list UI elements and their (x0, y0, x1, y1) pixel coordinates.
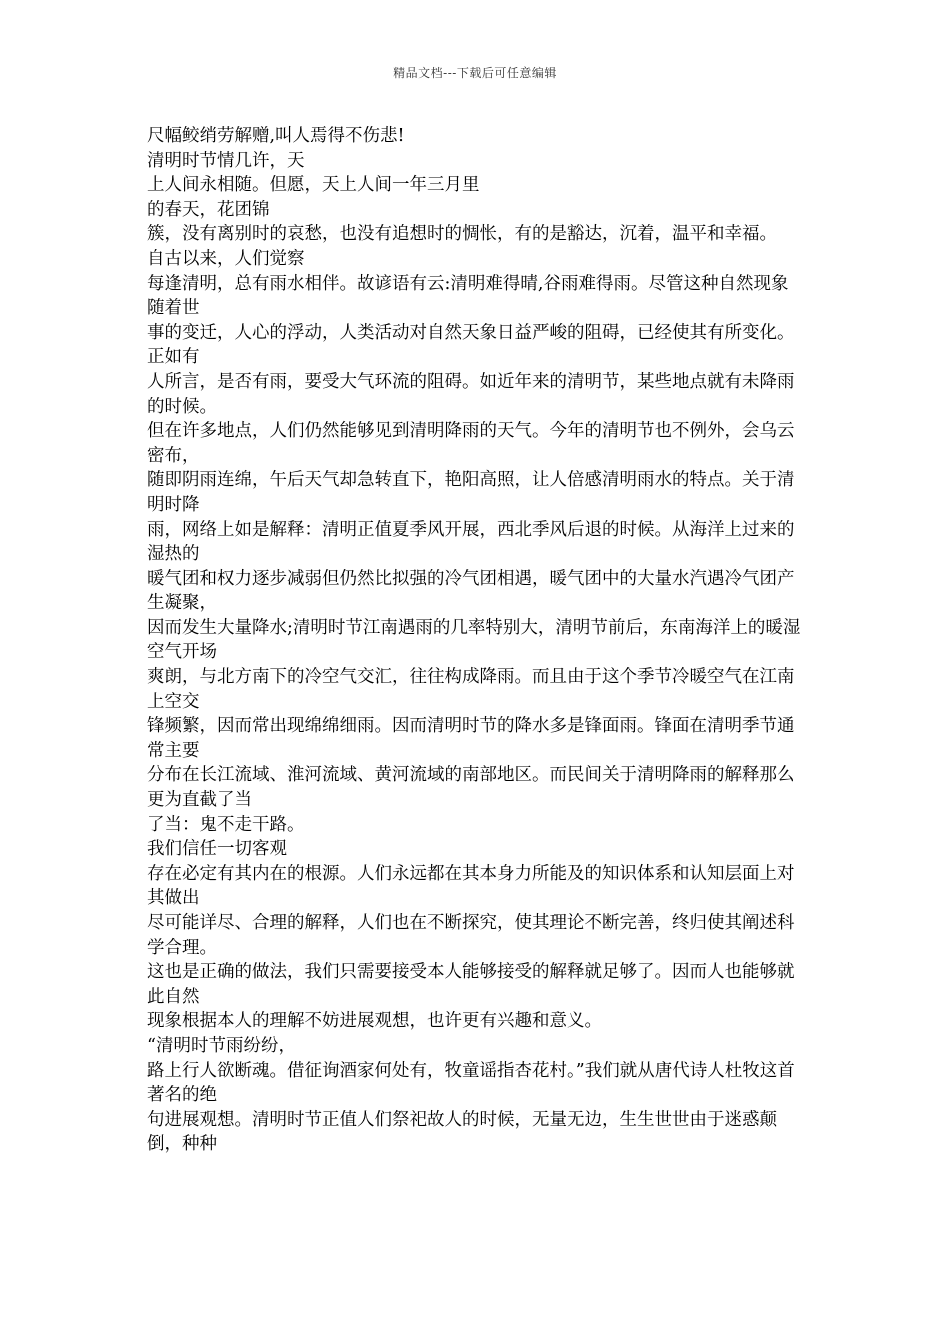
text-line: 但在许多地点，人们仍然能够见到清明降雨的天气。今年的清明节也不例外，会乌云密布， (147, 421, 795, 466)
text-line: “清明时节雨纷纷， (147, 1035, 296, 1056)
text-line: 爽朗，与北方南下的冷空气交汇，往往构成降雨。而且由于这个季节冷暖空气在江南上空交 (147, 667, 795, 712)
text-line: 因而发生大量降水;清明时节江南遇雨的几率特别大，清明节前后，东南海洋上的暖湿空气开场 (147, 617, 801, 663)
text-line: 分布在长江流域、淮河流域、黄河流域的南部地区。而民间关于清明降雨的解释那么更为直截了当 (147, 765, 795, 811)
text-line: 的春天，花团锦 (147, 199, 270, 220)
text-line: 路上行人欲断魂。借征询酒家何处有，牧童谣指杏花村。”我们就从唐代诗人杜牧这首著名的绝 (147, 1060, 795, 1106)
text-line: 现象根据本人的理解不妨进展观想，也许更有兴趣和意义。 (147, 1011, 602, 1032)
text-line: 事的变迁，人心的浮动，人类活动对自然天象日益严峻的阻碍，已经使其有所变化。正如有 (147, 322, 795, 368)
text-line: 存在必定有其内在的根源。人们永远都在其本身力所能及的知识体系和认知层面上对其做出 (147, 863, 795, 909)
text-line: 随即阴雨连绵，午后天气却急转直下，艳阳高照，让人倍感清明雨水的特点。关于清明时降 (147, 470, 795, 515)
text-line: 锋频繁，因而常出现绵绵细雨。因而清明时节的降水多是锋面雨。锋面在清明季节通常主要 (147, 716, 795, 761)
text-line: 自古以来，人们觉察 (147, 248, 305, 269)
text-line: 清明时节情几许，天 (147, 150, 305, 171)
text-line: 每逢清明，总有雨水相伴。故谚语有云:清明难得晴,谷雨难得雨。尽管这种自然现象随着世 (147, 273, 789, 319)
text-line: 这也是正确的做法，我们只需要接受本人能够接受的解释就足够了。因而人也能够就此自然 (147, 962, 795, 1007)
text-line: 句进展观想。清明时节正值人们祭祀故人的时候，无量无边，生生世世由于迷惑颠倒，种种 (147, 1109, 777, 1155)
body-text (147, 124, 803, 1157)
text-line: 我们信任一切客观 (147, 839, 287, 860)
text-line: 雨，网络上如是解释：清明正值夏季风开展，西北季风后退的时候。从海洋上过来的湿热的 (147, 519, 795, 565)
text-line: 上人间永相随。但愿，天上人间一年三月里 (147, 175, 480, 196)
text-line: 人所言，是否有雨，要受大气环流的阻碍。如近年来的清明节，某些地点就有未降雨的时候。 (147, 371, 795, 417)
text-line: 尽可能详尽、合理的解释，人们也在不断探究，使其理论不断完善，终归使其阐述科学合理。 (147, 913, 795, 958)
text-line: 了当：鬼不走干路。 (147, 814, 305, 835)
page-header: 精品文档---下载后可任意编辑 (393, 66, 557, 80)
text-line: 尺幅鲛绡劳解赠,叫人焉得不伤悲! (147, 126, 405, 146)
text-line: 簇，没有离别时的哀愁，也没有追想时的惆怅，有的是豁达，沉着，温平和幸福。 (147, 224, 777, 245)
text-line: 暖气团和权力逐步减弱但仍然比拟强的冷气团相遇，暖气团中的大量水汽遇冷气团产生凝聚， (147, 568, 795, 614)
